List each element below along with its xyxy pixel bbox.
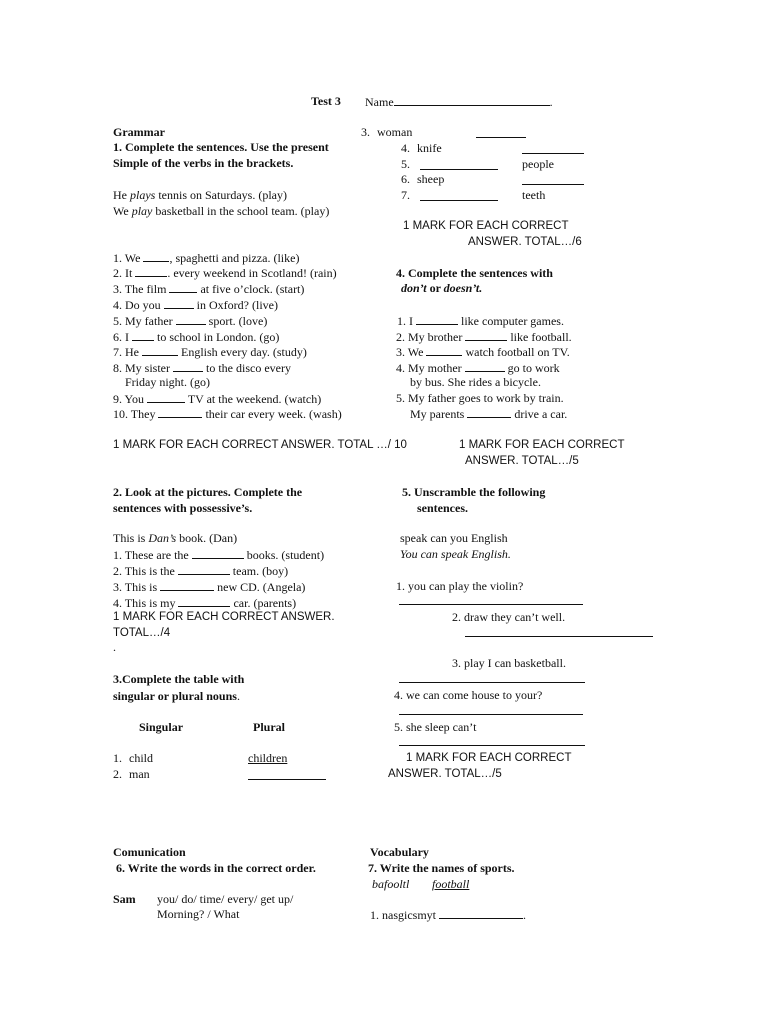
ex4-marks-line2: ANSWER. TOTAL…/5 [465, 455, 579, 467]
ex3-row-2-singular: man [129, 767, 150, 781]
ex1-item-2: 2. It . every weekend in Scotland! (rain) [113, 266, 337, 280]
answer-blank [178, 595, 230, 607]
ex5-item-1-answer-line [399, 604, 583, 605]
ex3-col-plural: Plural [253, 720, 285, 734]
answer-blank [465, 329, 507, 341]
ex3-row-1-singular: child [129, 751, 153, 765]
ex4-item-1: 1. I like computer games. [397, 314, 564, 328]
answer-blank [132, 329, 154, 341]
name-label: Name [365, 95, 394, 109]
ex4-title-line2: don’t or doesn’t. [401, 281, 483, 295]
ex3-row-3-num: 3. [361, 125, 370, 139]
ex1-item-6: 6. I to school in London. (go) [113, 330, 280, 344]
ex7-example-scrambled: bafooltl [372, 877, 410, 891]
ex4-item-4-cont: by bus. She rides a bicycle. [410, 375, 541, 389]
name-blank [394, 94, 550, 106]
ex4-item-5-line2: My parents drive a car. [410, 407, 568, 421]
ex5-item-2-answer-line [465, 636, 653, 637]
ex3-title-line2: singular or plural nouns. [113, 689, 240, 703]
ex6-words-line1: you/ do/ time/ every/ get up/ [157, 892, 294, 906]
name-field: Name . [365, 95, 553, 109]
ex1-title-line2: Simple of the verbs in the brackets. [113, 156, 294, 170]
ex3-row-4-num: 4. [401, 141, 410, 155]
ex3-row-6-num: 6. [401, 172, 410, 186]
ex2-item-3: 3. This is new CD. (Angela) [113, 580, 306, 594]
ex3-row-2-plural-blank [248, 779, 326, 780]
ex5-title-line2: sentences. [417, 501, 468, 515]
ex3-marks-line2: ANSWER. TOTAL…/6 [468, 236, 582, 248]
ex5-marks-line2: ANSWER. TOTAL…/5 [388, 768, 502, 780]
ex3-row-6-singular: sheep [417, 172, 445, 186]
answer-blank [160, 579, 214, 591]
ex3-row-7-num: 7. [401, 188, 410, 202]
ex3-row-1-num: 1. [113, 751, 122, 765]
answer-blank [135, 265, 167, 277]
ex4-item-4: 4. My mother go to work [396, 361, 560, 375]
answer-blank [178, 563, 230, 575]
ex2-title-line2: sentences with possessive’s. [113, 501, 253, 515]
ex4-item-5-line1: 5. My father goes to work by train. [396, 391, 564, 405]
ex4-title-line1: 4. Complete the sentences with [396, 266, 553, 280]
ex2-marks-line1: 1 MARK FOR EACH CORRECT ANSWER. [113, 611, 335, 623]
stray-mark: . [113, 640, 116, 654]
ex3-row-1-plural: children [248, 751, 288, 765]
ex3-row-3-singular: woman [377, 125, 413, 139]
answer-blank [158, 406, 202, 418]
answer-blank [426, 344, 462, 356]
ex1-item-8-cont: Friday night. (go) [125, 375, 210, 389]
ex2-example: This is Dan’s book. (Dan) [113, 531, 238, 545]
answer-blank [467, 406, 511, 418]
ex1-item-9: 9. You TV at the weekend. (watch) [113, 392, 322, 406]
ex2-item-4: 4. This is my car. (parents) [113, 596, 297, 610]
communication-heading: Comunication [113, 845, 186, 859]
ex7-title: 7. Write the names of sports. [368, 861, 515, 875]
ex5-marks-line1: 1 MARK FOR EACH CORRECT [406, 752, 572, 764]
test-label: Test 3 [311, 94, 341, 108]
ex5-item-5: 5. she sleep can’t [394, 720, 477, 734]
answer-blank [169, 281, 197, 293]
answer-blank [192, 547, 244, 559]
ex1-item-3: 3. The film at five o’clock. (start) [113, 282, 305, 296]
ex5-item-2: 2. draw they can’t well. [452, 610, 566, 624]
answer-blank [173, 360, 203, 372]
ex3-marks-line1: 1 MARK FOR EACH CORRECT [403, 220, 569, 232]
ex5-title-line1: 5. Unscramble the following [402, 485, 546, 499]
ex5-item-4: 4. we can come house to your? [394, 688, 543, 702]
ex3-row-4-singular: knife [417, 141, 442, 155]
ex1-item-4: 4. Do you in Oxford? (live) [113, 298, 278, 312]
answer-blank [147, 391, 185, 403]
ex5-example-question: speak can you English [400, 531, 508, 545]
ex3-row-2-num: 2. [113, 767, 122, 781]
ex2-title-line1: 2. Look at the pictures. Complete the [113, 485, 303, 499]
answer-blank [465, 360, 505, 372]
ex6-speaker: Sam [113, 892, 136, 906]
ex5-item-5-answer-line [399, 745, 585, 746]
ex5-item-1: 1. you can play the violin? [396, 579, 524, 593]
ex6-title: 6. Write the words in the correct order. [116, 861, 316, 875]
ex1-title-line1: 1. Complete the sentences. Use the present [113, 140, 329, 154]
ex3-title-line1: 3.Complete the table with [113, 672, 245, 686]
ex7-example-answer: football [432, 877, 470, 891]
ex2-item-2: 2. This is the team. (boy) [113, 564, 289, 578]
ex3-row-5-plural: people [522, 157, 554, 171]
ex5-item-4-answer-line [399, 714, 583, 715]
ex7-item-1: 1. nasgicsmyt . [370, 908, 526, 922]
answer-blank [439, 907, 523, 919]
answer-blank [142, 344, 178, 356]
ex4-item-3: 3. We watch football on TV. [396, 345, 570, 359]
ex1-item-8: 8. My sister to the disco every [113, 361, 291, 375]
answer-blank [164, 297, 194, 309]
answer-blank [176, 313, 206, 325]
ex1-item-10: 10. They their car every week. (wash) [113, 407, 342, 421]
ex4-item-2: 2. My brother like football. [396, 330, 572, 344]
vocabulary-heading: Vocabulary [370, 845, 429, 859]
answer-blank [143, 250, 169, 262]
ex1-item-1: 1. We , spaghetti and pizza. (like) [113, 251, 300, 265]
ex5-example-answer: You can speak English. [400, 547, 511, 561]
ex5-item-3-answer-line [399, 682, 585, 683]
ex2-item-1: 1. These are the books. (student) [113, 548, 325, 562]
ex1-item-7: 7. He English every day. (study) [113, 345, 307, 359]
ex1-example-b: We play basketball in the school team. (play) [113, 204, 330, 218]
ex5-item-3: 3. play I can basketball. [452, 656, 566, 670]
ex3-row-7-singular-blank [420, 200, 498, 201]
ex3-row-5-singular-blank [420, 169, 498, 170]
ex3-row-4-plural-blank [522, 153, 584, 154]
ex3-row-3-plural-blank [476, 137, 526, 138]
ex3-row-6-plural-blank [522, 184, 584, 185]
grammar-heading: Grammar [113, 125, 165, 139]
ex1-example-a: He plays tennis on Saturdays. (play) [113, 188, 287, 202]
ex4-marks-line1: 1 MARK FOR EACH CORRECT [459, 439, 625, 451]
ex2-marks-line2: TOTAL…/4 [113, 627, 171, 639]
ex3-row-5-num: 5. [401, 157, 410, 171]
ex1-marks: 1 MARK FOR EACH CORRECT ANSWER. TOTAL …/ 10 [113, 439, 407, 451]
ex3-col-singular: Singular [139, 720, 184, 734]
ex1-item-5: 5. My father sport. (love) [113, 314, 268, 328]
answer-blank [416, 313, 458, 325]
ex6-words-line2: Morning? / What [157, 907, 240, 921]
ex3-row-7-plural: teeth [522, 188, 546, 202]
